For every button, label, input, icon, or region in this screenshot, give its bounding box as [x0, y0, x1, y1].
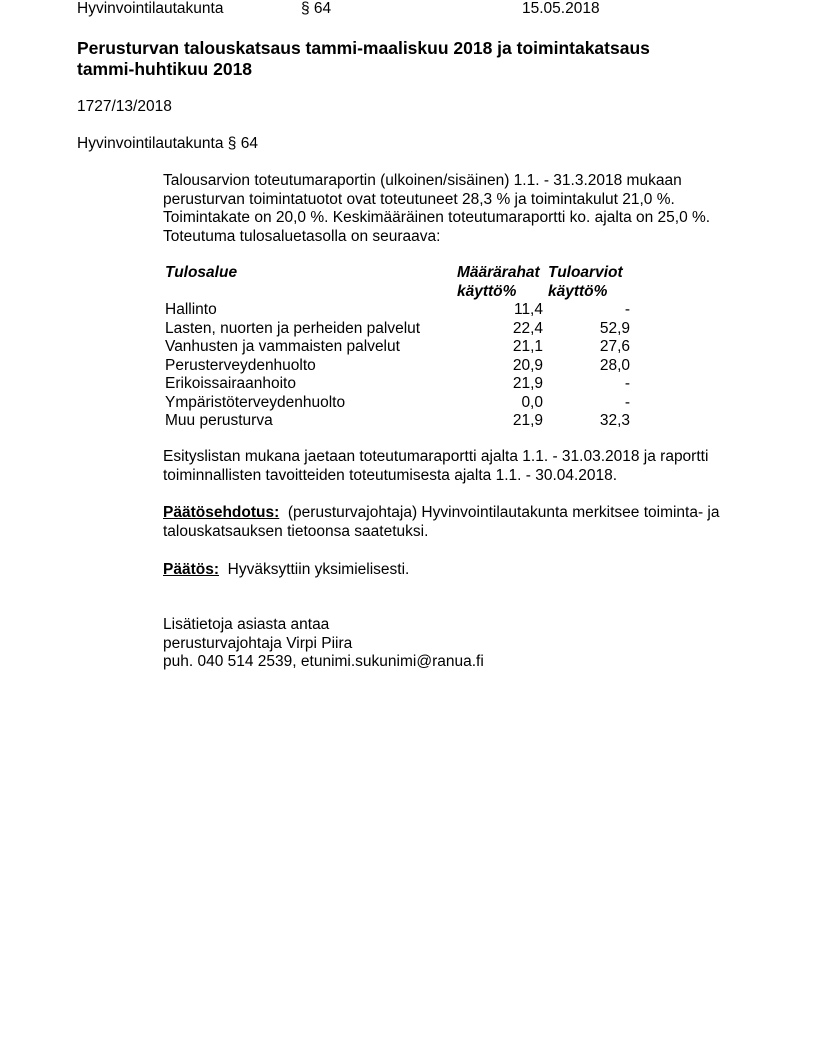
row-appropriations: 11,4: [513, 301, 543, 318]
table-header-row: [163, 264, 630, 301]
row-revenue: 52,9: [599, 319, 630, 337]
row-revenue: -: [624, 393, 630, 411]
row-area: Vanhusten ja vammaisten palvelut: [165, 338, 400, 355]
row-area: Lasten, nuorten ja perheiden palvelut: [165, 319, 421, 337]
table-row: [163, 394, 630, 413]
header-section: § 64: [301, 0, 332, 17]
contact-line-3: puh. 040 514 2539, etunimi.sukunimi@ranua.fi: [163, 653, 484, 670]
intro-line: Toimintakate on 20,0 %. Keskimääräinen toteutumaraportti ko. ajalta on 25,0 %.: [163, 209, 711, 226]
row-area: Ympäristöterveydenhuolto: [165, 393, 346, 411]
table-row: [163, 357, 630, 376]
agenda-line: toiminnallisten tavoitteiden toteutumisesta ajalta 1.1. - 30.04.2018.: [163, 466, 618, 484]
agenda-note: [163, 448, 708, 485]
header-board: Hyvinvointilautakunta: [77, 0, 224, 17]
header-area: Tulosalue: [165, 264, 238, 281]
document-title: [77, 38, 777, 80]
row-revenue: -: [624, 301, 630, 318]
table-row: [163, 412, 630, 431]
row-area: Erikoissairaanhoito: [165, 375, 296, 392]
row-area: Hallinto: [165, 301, 217, 318]
row-revenue: 27,6: [599, 338, 630, 355]
title-line-1: Perusturvan talouskatsaus tammi-maaliskuu 2018 ja toimintakatsaus: [77, 38, 650, 58]
table-row: [163, 301, 630, 320]
proposal-text-line-1: (perusturvajohtaja) Hyvinvointilautakunta merkitsee toiminta- ja: [287, 504, 720, 521]
row-area: Muu perusturva: [165, 412, 273, 429]
row-revenue: -: [624, 375, 630, 392]
row-appropriations: 21,1: [512, 338, 543, 355]
header-appropriations: Määrärahat käyttö%: [457, 264, 540, 300]
row-appropriations: 21,9: [512, 412, 543, 429]
agenda-line: Esityslistan mukana jaetaan toteutumaraportti ajalta 1.1. - 31.03.2018 ja raportti: [163, 448, 709, 465]
intro-line: Toteutuma tulosaluetasolla on seuraava:: [163, 227, 441, 245]
table-row: [163, 338, 630, 357]
header-revenue: Tuloarviot käyttö%: [548, 264, 623, 300]
header-date: 15.05.2018: [522, 0, 600, 17]
contact-line-2: perusturvajohtaja Virpi Piira: [163, 634, 353, 652]
title-line-2: tammi-huhtikuu 2018: [77, 59, 253, 79]
row-revenue: 28,0: [599, 356, 630, 374]
row-appropriations: 21,9: [512, 375, 543, 392]
contact-line-1: Lisätietoja asiasta antaa: [163, 616, 330, 633]
row-appropriations: 22,4: [512, 319, 543, 337]
table-row: [163, 320, 630, 339]
row-area: Perusterveydenhuolto: [165, 356, 316, 374]
diary-number: 1727/13/2018: [77, 98, 172, 115]
row-revenue: 32,3: [599, 412, 630, 429]
proposal-label: Päätösehdotus:: [163, 504, 280, 521]
result-area-table: [163, 264, 630, 431]
proposal-text-line-2: talouskatsauksen tietoonsa saatetuksi.: [163, 522, 429, 540]
decision-text: Hyväksyttiin yksimielisesti.: [227, 561, 410, 578]
board-reference: Hyvinvointilautakunta § 64: [77, 135, 258, 152]
intro-line: perusturvan toimintatuotot ovat toteutuneet 28,3 % ja toimintakulut 21,0 %.: [163, 190, 675, 208]
intro-paragraph: [163, 172, 710, 246]
intro-line: Talousarvion toteutumaraportin (ulkoinen/sisäinen) 1.1. - 31.3.2018 mukaan: [163, 172, 682, 189]
decision: [163, 561, 409, 580]
decision-label: Päätös:: [163, 561, 219, 578]
table-row: [163, 375, 630, 394]
row-appropriations: 20,9: [512, 356, 543, 374]
decision-proposal: [163, 504, 720, 541]
contact-info: [163, 616, 484, 672]
row-appropriations: 0,0: [521, 393, 543, 411]
